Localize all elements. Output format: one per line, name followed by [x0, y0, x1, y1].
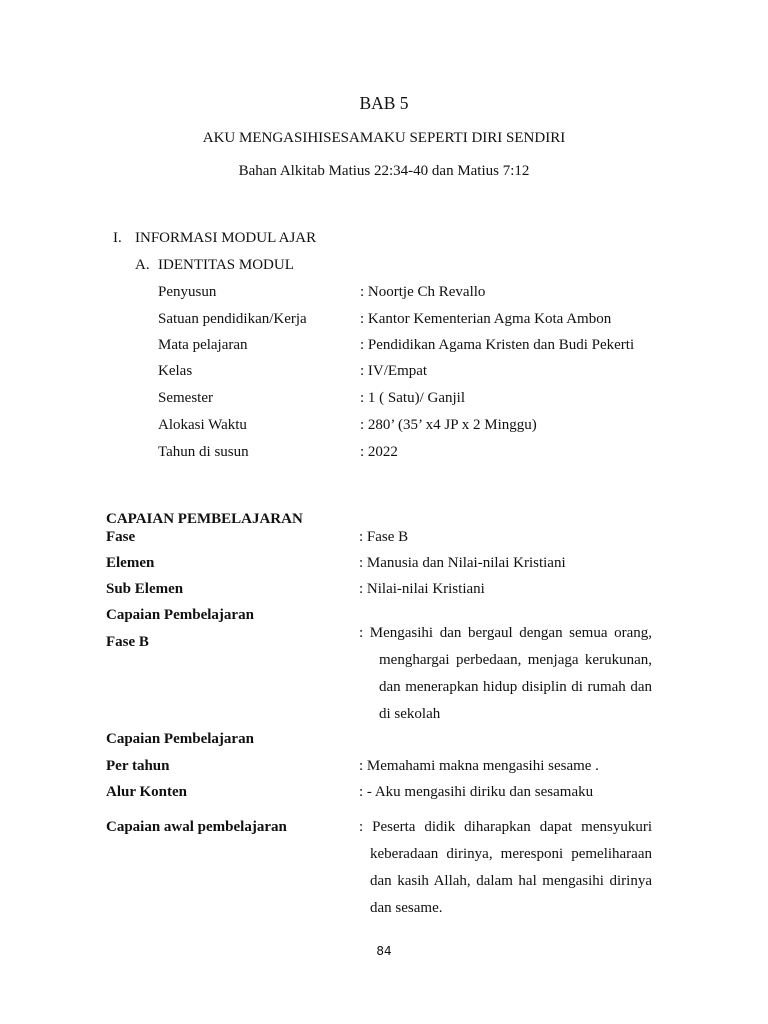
fase-b-label: Fase B: [106, 634, 149, 650]
chapter-title: BAB 5: [359, 93, 409, 113]
subsection-letter: A.: [135, 257, 150, 273]
alur-konten-value: : - Aku mengasihi diriku dan sesamaku: [359, 784, 594, 800]
capaian-awal-label: Capaian awal pembelajaran: [106, 819, 287, 835]
identity-value: : 2022: [360, 444, 398, 460]
capaian-awal-line: dan sesame.: [370, 900, 443, 916]
capaian-awal-description: [359, 814, 652, 922]
alur-konten-label: Alur Konten: [106, 784, 187, 800]
identity-label: Alokasi Waktu: [158, 417, 247, 433]
identity-value: : Noortje Ch Revallo: [360, 284, 486, 300]
capaian-awal-line: dan kasih Allah, dalam hal mengasihi dirinya: [370, 873, 652, 889]
capaian-awal-line: keberadaan dirinya, meresponi pemeliharaan: [370, 846, 652, 862]
identity-label: Tahun di susun: [158, 444, 249, 460]
elemen-value: : Manusia dan Nilai-nilai Kristiani: [359, 555, 566, 571]
sub-elemen-value: : Nilai-nilai Kristiani: [359, 581, 485, 597]
fase-b-line: : Mengasihi dan bergaul dengan semua orang,: [359, 625, 652, 641]
identity-value: : Kantor Kementerian Agma Kota Ambon: [360, 311, 612, 327]
page-number: 84: [376, 944, 392, 958]
capaian-pembelajaran-label: Capaian Pembelajaran: [106, 607, 254, 623]
identity-value: : IV/Empat: [360, 363, 428, 379]
identity-label: Satuan pendidikan/Kerja: [158, 311, 307, 327]
capaian-awal-line: : Peserta didik diharapkan dapat mensyukuri: [359, 819, 652, 835]
identity-label: Mata pelajaran: [158, 337, 248, 353]
fase-value: : Fase B: [359, 529, 409, 545]
fase-b-line: menghargai perbedaan, menjaga kerukunan,: [379, 652, 652, 668]
fase-label: Fase: [106, 529, 136, 545]
elemen-label: Elemen: [106, 555, 155, 571]
sub-elemen-label: Sub Elemen: [106, 581, 184, 597]
capaian-pembelajaran-label-2: Capaian Pembelajaran: [106, 731, 254, 747]
fase-b-description: [359, 620, 652, 728]
identity-label: Penyusun: [158, 284, 217, 300]
chapter-subtitle: AKU MENGASIHISESAMAKU SEPERTI DIRI SENDIRI: [202, 130, 566, 146]
subsection-heading: IDENTITAS MODUL: [158, 257, 294, 273]
per-tahun-label: Per tahun: [106, 758, 170, 774]
scripture-reference: Bahan Alkitab Matius 22:34-40 dan Matius 7:12: [238, 163, 530, 179]
identity-value: : Pendidikan Agama Kristen dan Budi Pekerti: [360, 337, 635, 353]
per-tahun-value: : Memahami makna mengasihi sesame .: [359, 758, 599, 774]
section-number: I.: [113, 230, 122, 246]
section-heading: INFORMASI MODUL AJAR: [135, 230, 317, 246]
capaian-heading: CAPAIAN PEMBELAJARAN: [106, 511, 303, 527]
identity-label: Semester: [158, 390, 213, 406]
identity-value: : 280’ (35’ x4 JP x 2 Minggu): [360, 417, 537, 433]
fase-b-line: dan menerapkan hidup disiplin di rumah dan: [379, 679, 652, 695]
identity-value: : 1 ( Satu)/ Ganjil: [360, 390, 465, 406]
identity-label: Kelas: [158, 363, 193, 379]
fase-b-line: di sekolah: [379, 706, 441, 722]
